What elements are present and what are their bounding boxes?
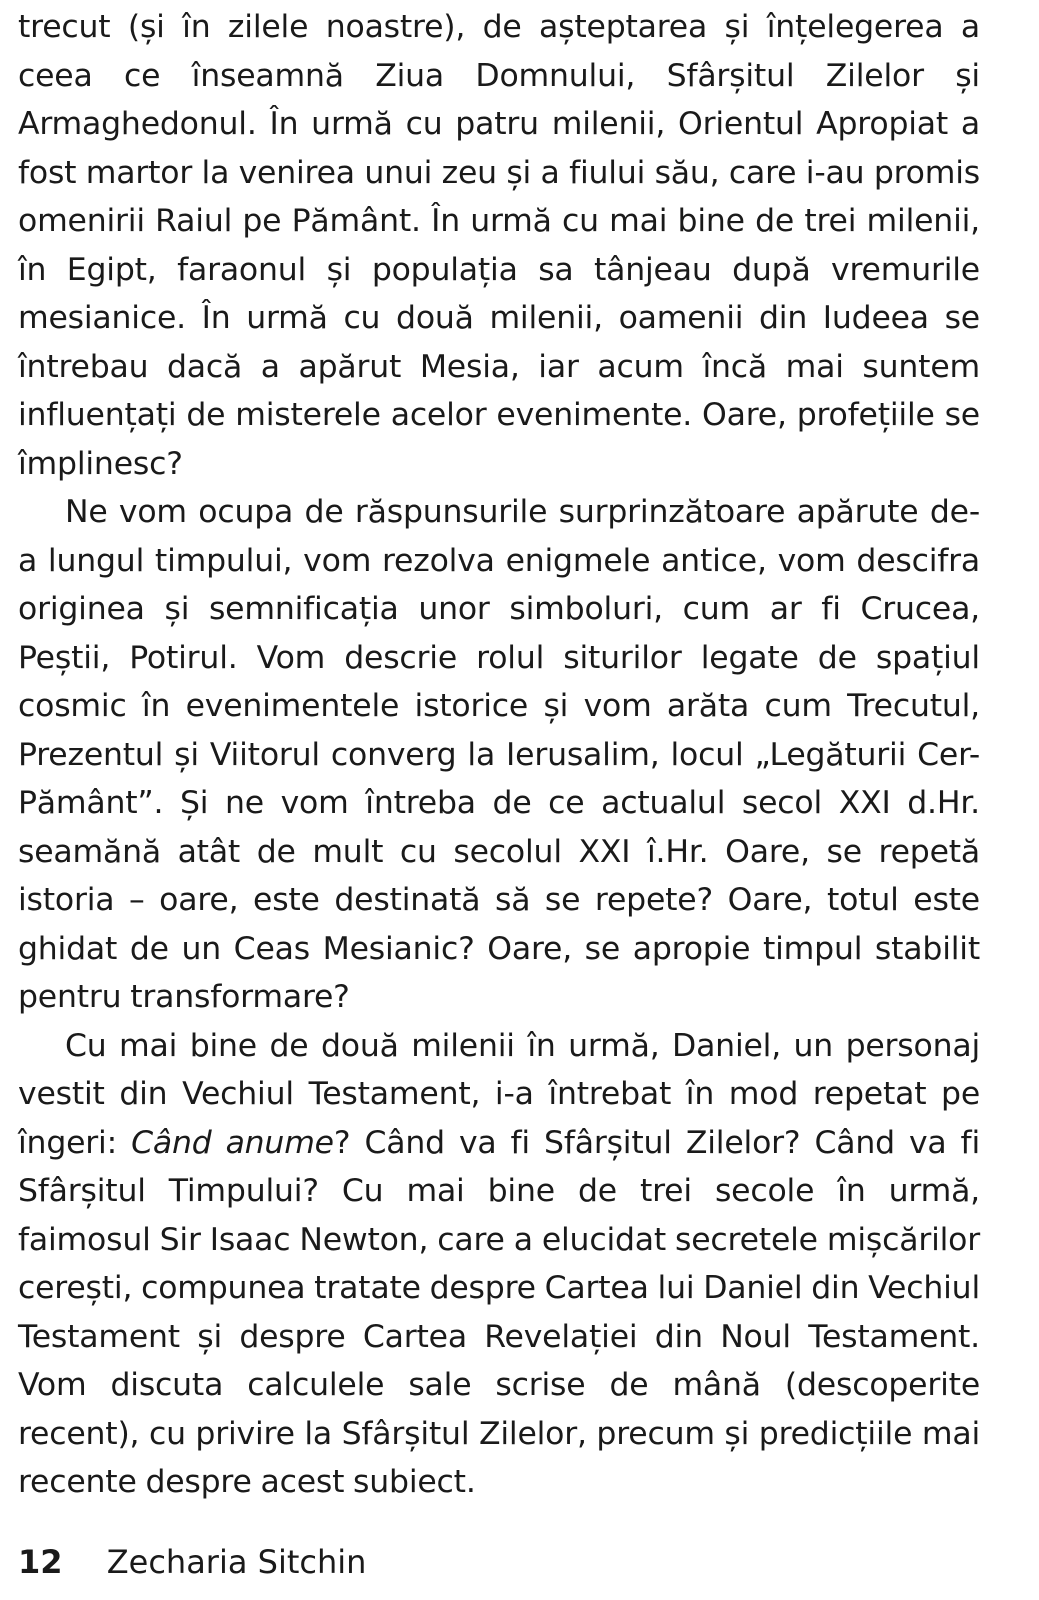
italic-phrase: Când anume (131, 1124, 334, 1161)
paragraph-1: trecut (și în zilele noastre), de așteptarea și înțelegerea a ceea ce înseamnă Ziua Domnului, Sfârșitul Zilelor și Armaghedonul. În urmă cu patru milenii, Orientul Apropiat a fost martor la venirea unui zeu și a fiului său, care i-au promis omenirii Raiul pe Pământ. În urmă cu mai bine de trei milenii, în Egipt, faraonul și populația sa tânjeau după vremurile mesianice. În urmă cu două milenii, oamenii din Iudeea se întrebau dacă a apărut Mesia, iar acum încă mai suntem influențați de misterele acelor evenimente. Oare, profețiile se împlinesc? (18, 9, 980, 482)
paragraph-2: Ne vom ocupa de răspunsurile surprinzătoare apărute de-a lungul timpului, vom rezolva enigmele antice, vom descifra originea și semnificația unor simboluri, cum ar fi Crucea, Peștii, Potirul. Vom descrie rolul siturilor legate de spațiul cosmic în evenimentele istorice și vom arăta cum Trecutul, Prezentul și Viitorul converg la Ierusalim, locul „Legăturii Cer-Pământ”. Și ne vom întreba de ce actualul secol XXI d.Hr. seamănă atât de mult cu secolul XXI î.Hr. Oare, se repetă istoria – oare, este destinată să se repete? Oare, totul este ghidat de un Ceas Mesianic? Oare, se apropie timpul stabilit pentru transformare? (18, 494, 980, 1015)
paragraph-3-text-before: Cu mai bine de două milenii în urmă, Daniel, un personaj vestit din Vechiul Testament, i-a întrebat în mod repetat pe îngeri: (18, 1027, 980, 1161)
paragraph-3-text-after: ? Când va fi Sfârșitul Zilelor? Când va fi Sfârșitul Timpului? Cu mai bine de trei secole în urmă, faimosul Sir Isaac Newton, care a elucidat secretele mișcărilor cerești, compunea tratate despre Cartea lui Daniel din Vechiul Testament și despre Cartea Revelației din Noul Testament. Vom discuta calculele sale scrise de mână (descoperite recent), cu privire la Sfârșitul Zilelor, precum și predicțiile mai recente despre acest subiect. (18, 1124, 980, 1500)
page-number: 12 (18, 1543, 63, 1581)
paragraph-3 (18, 1022, 980, 1507)
page-footer (18, 1540, 366, 1584)
running-footer-author: Zecharia Sitchin (106, 1543, 367, 1581)
